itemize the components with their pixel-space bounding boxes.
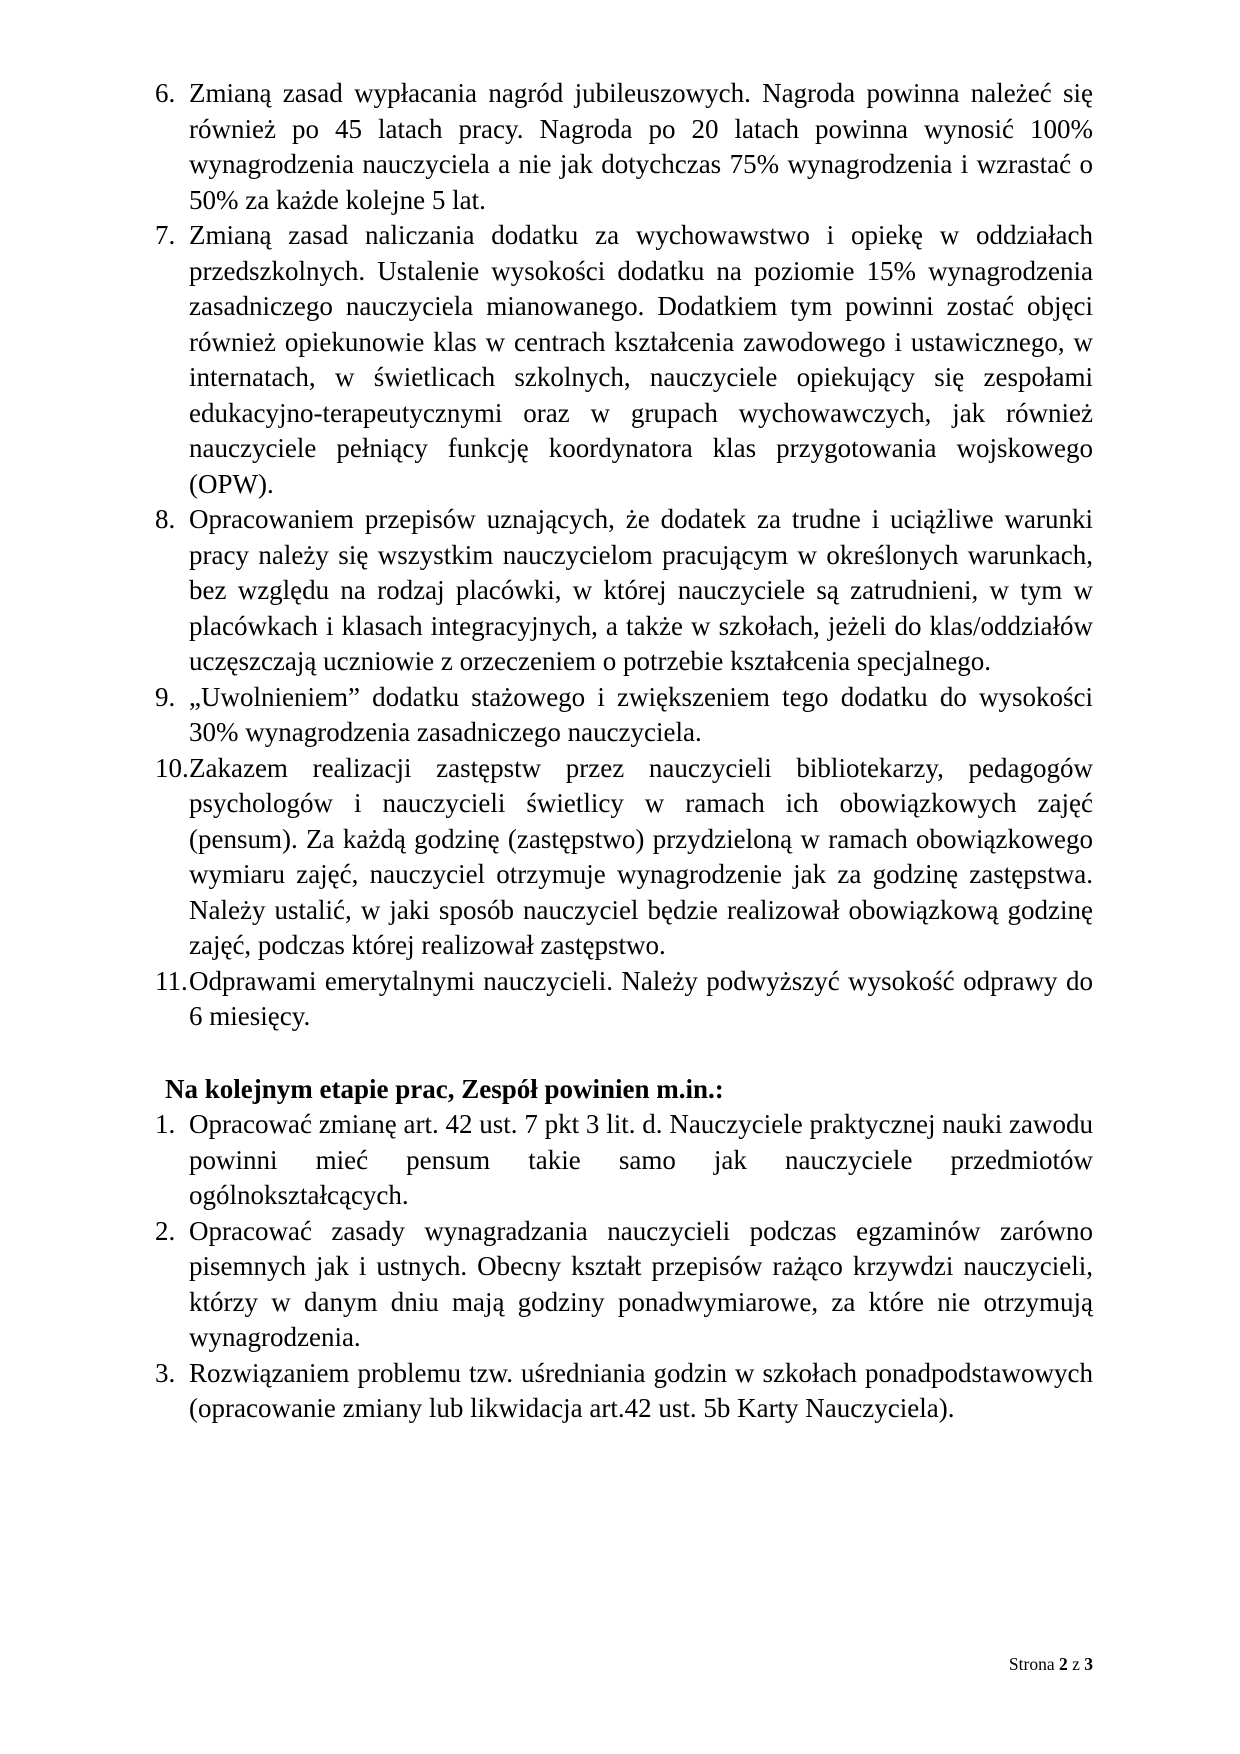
page-footer — [1009, 1653, 1093, 1675]
item-number: 11. — [155, 965, 188, 996]
list-item — [155, 1107, 1093, 1214]
item-text: Opracować zmianę art. 42 ust. 7 pkt 3 lit. d. Nauczyciele praktycznej nauki zawodu powinni mieć pensum takie samo jak nauczyciele przedmiotów ogólnokształcących. — [189, 1109, 1093, 1210]
item-text: Zmianą zasad wypłacania nagród jubileuszowych. Nagroda powinna należeć się również po 45 latach pracy. Nagroda po 20 latach powinna wynosić 100% wynagrodzenia nauczyciela a nie jak dotychczas 75% wynagrodzenia i wzrastać o 50% za każde kolejne 5 lat. — [189, 78, 1093, 215]
list-item — [155, 502, 1093, 680]
section-heading: Na kolejnym etapie prac, Zespół powinien m.in.: — [165, 1073, 724, 1104]
item-number: 1. — [155, 1109, 176, 1139]
item-number: 6. — [155, 78, 176, 108]
item-text: Rozwiązaniem problemu tzw. uśredniania godzin w szkołach ponadpodstawowych (opracowanie zmiany lub likwidacja art.42 ust. 5b Karty Nauczyciela). — [189, 1357, 1093, 1423]
footer-separator: z — [1067, 1654, 1085, 1674]
numbered-list-next-stage — [155, 1107, 1093, 1427]
item-number: 2. — [155, 1215, 176, 1246]
item-text: Opracować zasady wynagradzania nauczycieli podczas egzaminów zarówno pisemnych jak i ustnych. Obecny kształt przepisów rażąco krzywdzi nauczycieli, którzy w danym dniu mają godziny ponadwymiarowe, za które nie otrzymują wynagrodzenia. — [189, 1215, 1093, 1352]
footer-label: Strona — [1008, 1654, 1059, 1674]
item-number: 8. — [155, 504, 176, 534]
item-text: Odprawami emerytalnymi nauczycieli. Należy podwyższyć wysokość odprawy do 6 miesięcy. — [189, 965, 1093, 1031]
item-number: 7. — [155, 220, 176, 250]
list-item — [155, 218, 1093, 502]
item-number: 10. — [155, 752, 189, 783]
page-number-current: 2 — [1058, 1654, 1068, 1674]
item-number: 9. — [155, 681, 176, 712]
page-number-total: 3 — [1084, 1654, 1093, 1674]
item-text: „Uwolnieniem” dodatku stażowego i zwiększeniem tego dodatku do wysokości 30% wynagrodzenia zasadniczego nauczyciela. — [189, 681, 1093, 747]
list-item — [155, 751, 1093, 964]
item-number: 3. — [155, 1357, 176, 1388]
item-text: Zmianą zasad naliczania dodatku za wychowawstwo i opiekę w oddziałach przedszkolnych. Ustalenie wysokości dodatku na poziomie 15% wynagrodzenia zasadniczego nauczyciela mianowanego. Dodatkiem tym powinni zostać objęci również opiekunowie klas w centrach kształcenia zawodowego i ustawicznego, w internatach, w świetlicach szkolnych, nauczyciele opiekujący się zespołami edukacyjno-terapeutycznymi oraz w grupach wychowawczych, jak również nauczyciele pełniący funkcję koordynatora klas przygotowania wojskowego (OPW). — [189, 220, 1093, 499]
list-item — [155, 1356, 1093, 1427]
list-item — [155, 680, 1093, 751]
item-text: Opracowaniem przepisów uznających, że dodatek za trudne i uciążliwe warunki pracy należy się wszystkim nauczycielom pracującym w określonych warunkach, bez względu na rodzaj placówki, w której nauczyciele są zatrudnieni, w tym w placówkach i klasach integracyjnych, a także w szkołach, jeżeli do klas/oddziałów uczęszczają uczniowie z orzeczeniem o potrzebie kształcenia specjalnego. — [189, 504, 1093, 676]
numbered-list-main — [155, 76, 1093, 1035]
list-item — [155, 76, 1093, 218]
list-item — [155, 1214, 1093, 1356]
item-text: Zakazem realizacji zastępstw przez nauczycieli bibliotekarzy, pedagogów psychologów i nauczycieli świetlicy w ramach ich obowiązkowych zajęć (pensum). Za każdą godzinę (zastępstwo) przydzieloną w ramach obowiązkowego wymiaru zajęć, nauczyciel otrzymuje wynagrodzenie jak za godzinę zastępstwa. Należy ustalić, w jaki sposób nauczyciel będzie realizował obowiązkową godzinę zajęć, podczas której realizował zastępstwo. — [189, 752, 1093, 960]
list-item — [155, 964, 1093, 1035]
document-body — [155, 76, 1093, 1427]
